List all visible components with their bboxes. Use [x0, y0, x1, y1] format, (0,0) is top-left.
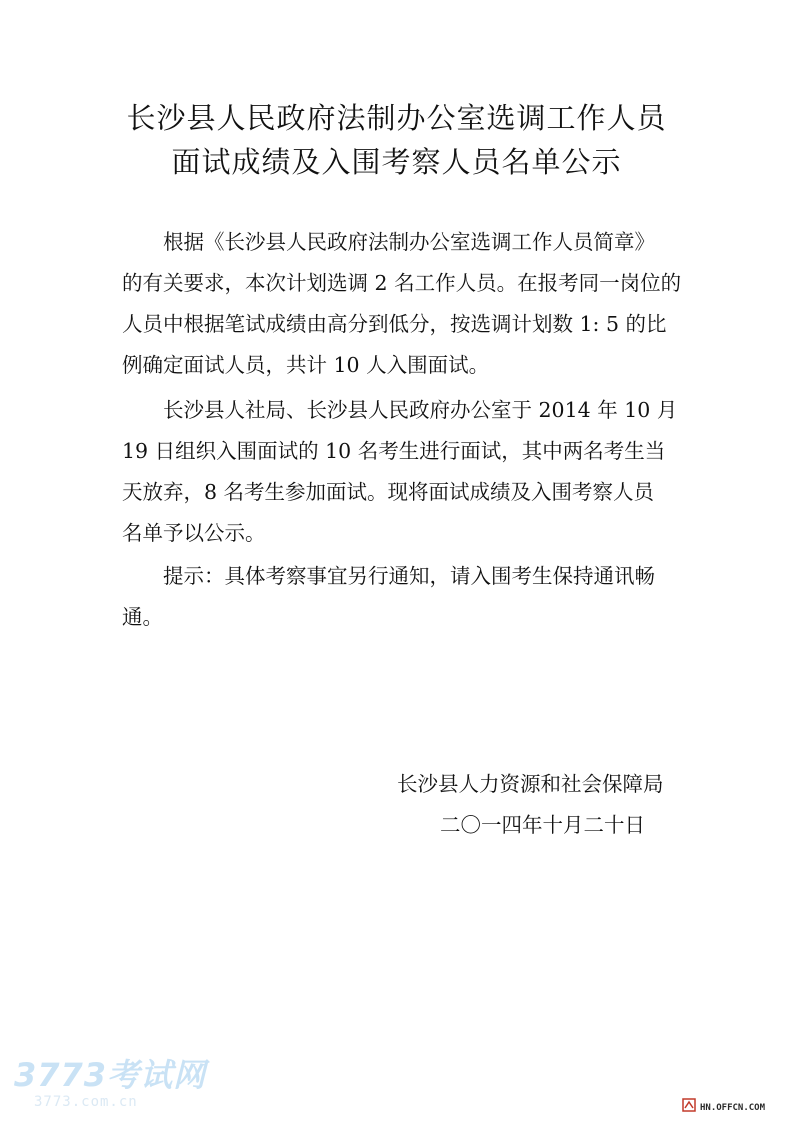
signature-organization: 长沙县人力资源和社会保障局	[397, 772, 664, 796]
signature-date: 二〇一四年十月二十日	[440, 813, 645, 837]
watermark-site: HN.OFFCN.COM	[700, 1103, 766, 1113]
document-title-line-1: 长沙县人民政府法制办公室选调工作人员	[126, 101, 667, 135]
watermark-url: 3773.com.cn	[34, 1094, 138, 1110]
paragraph-3-line-1: 提示：具体考察事宜另行通知，请入围考生保持通讯畅	[163, 564, 655, 588]
paragraph-1-line-1: 根据《长沙县人民政府法制办公室选调工作人员简章》	[163, 230, 655, 254]
paragraph-2-line-2: 19 日组织入围面试的 10 名考生进行面试，其中两名考生当	[122, 439, 666, 463]
paragraph-3-line-2: 通。	[122, 605, 163, 629]
paragraph-1-line-4: 例确定面试人员，共计 10 人入围面试。	[122, 353, 490, 377]
watermark-logo: 3773考试网	[14, 1056, 207, 1094]
paragraph-2-line-1: 长沙县人社局、长沙县人民政府办公室于 2014 年 10 月	[163, 398, 678, 422]
offcn-logo-icon	[682, 1098, 696, 1112]
paragraph-1-line-3: 人员中根据笔试成绩由高分到低分，按选调计划数 1: 5 的比	[122, 312, 667, 336]
document-title-line-2: 面试成绩及入围考察人员名单公示	[171, 145, 622, 179]
paragraph-2-line-4: 名单予以公示。	[122, 521, 266, 545]
paragraph-2-line-3: 天放弃，8 名考生参加面试。现将面试成绩及入围考察人员	[122, 480, 655, 504]
paragraph-1-line-2: 的有关要求，本次计划选调 2 名工作人员。在报考同一岗位的	[122, 271, 682, 295]
